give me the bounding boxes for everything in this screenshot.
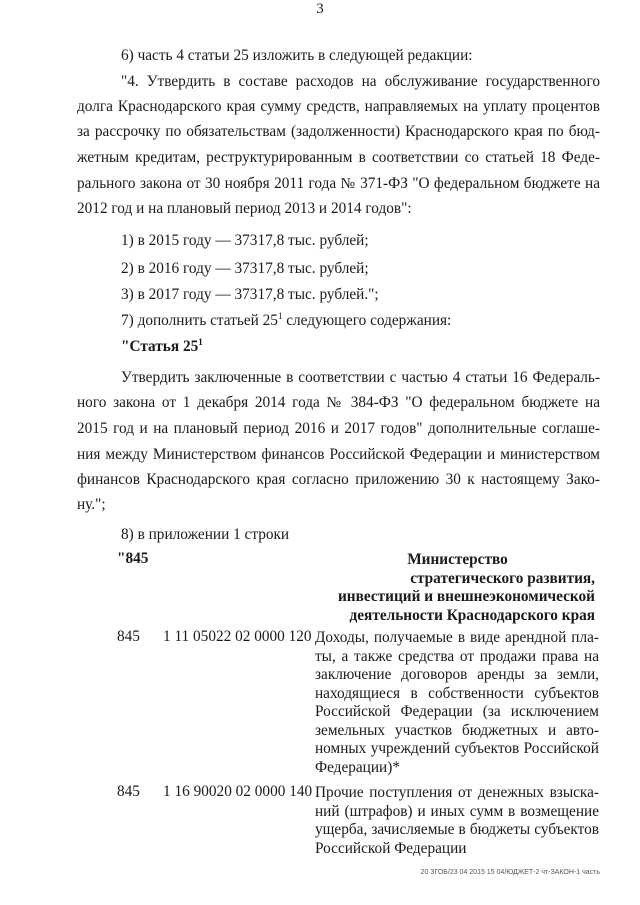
paragraph-4-line: жетным кредитам, реструктурированным в соответствии со статьей 18 Феде- — [77, 149, 600, 166]
desc-line: Доходы, получаемые в виде арендной пла- — [315, 629, 599, 646]
row-description — [315, 784, 599, 858]
list-item: 1) в 2015 году — 37317,8 тыс. рублей; — [121, 232, 369, 249]
article-title: "Статья $25^1$ — [121, 336, 203, 355]
list-item: 2) в 2016 году — 37317,8 тыс. рублей; — [121, 260, 369, 277]
article-line: ния между Министерством финансов Российской Федерации и министерством — [77, 446, 600, 463]
desc-line: номных учреждений субъектов Российской — [315, 740, 599, 757]
header-line: стратегического развития, — [410, 569, 595, 587]
item-6: 6) часть 4 статьи 25 изложить в следующей редакции: — [121, 47, 473, 64]
desc-line: ты, а также средства от продажи права на — [315, 647, 599, 665]
paragraph-4-line: долга Краснодарского края сумму средств, направляемых на уплату процентов — [77, 98, 600, 115]
article-line: 2015 год и на плановый период 2016 и 2017 годов" дополнительные соглаше- — [77, 420, 600, 437]
page-number: 3 — [316, 1, 324, 17]
paragraph-4-line: 2012 год и на плановый период 2013 и 2014 годов": — [77, 200, 412, 217]
desc-line: ущерба, зачисляемые в бюджеты субъектов — [315, 821, 599, 838]
paragraph-4-line: "4. Утвердить в составе расходов на обслуживание государственного — [121, 73, 600, 90]
desc-line: ний (штрафов) и иных сумм в возмещение — [315, 802, 599, 820]
item-8: 8) в приложении 1 строки — [121, 526, 290, 543]
article-line: финансов Краснодарского края согласно приложению 30 к настоящему Зако- — [77, 471, 600, 488]
row-kbk: 1 11 05022 02 0000 120 — [163, 628, 312, 645]
desc-line: заключение договоров аренды за земли, — [315, 666, 599, 683]
table-header-ministry — [320, 551, 595, 625]
desc-line: земельных участков бюджетных и авто- — [315, 721, 599, 739]
row-description — [315, 629, 599, 777]
paragraph-4-line: за рассрочку по обязательствам (задолженности) Краснодарского края по бюд- — [77, 123, 600, 140]
desc-line: Федерации)* — [315, 758, 400, 776]
desc-line: находящиеся в собственности субъектов — [315, 684, 599, 702]
article-line: Утвердить заключенные в соответствии с частью 4 статьи 16 Федераль- — [121, 369, 600, 386]
row-code: 845 — [117, 628, 140, 645]
desc-line: Российской Федерации — [315, 839, 467, 857]
desc-line: Российской Федерации (за исключением — [315, 703, 599, 720]
desc-line: Прочие поступления от денежных взыска- — [315, 784, 599, 801]
row-kbk: 1 16 90020 02 0000 140 — [163, 783, 313, 800]
list-item: 3) в 2017 году — 37317,8 тыс. рублей."; — [121, 286, 379, 303]
article-line: ного закона от 1 декабря 2014 года № 384-ФЗ "О федеральном бюджете на — [77, 394, 600, 411]
item-7: 7) дополнить статьей $25^1$ следующего содержания: — [121, 310, 452, 329]
article-line: ну."; — [77, 496, 106, 513]
footer-stamp: 20 ЗГОБ/23 04 2015 15 04/ЮДЖЕТ-2 чт-ЗАКОН-1 часть — [420, 869, 600, 876]
header-line: инвестиций и внешнеэкономической — [337, 588, 595, 605]
row-code: 845 — [117, 783, 140, 800]
paragraph-4-line: рального закона от 30 ноября 2011 года № 371-ФЗ "О федеральном бюджете на — [77, 175, 600, 192]
header-line: Министерство — [407, 551, 508, 568]
header-line: деятельности Краснодарского края — [349, 606, 595, 624]
table-header-code: "845 — [117, 550, 149, 567]
